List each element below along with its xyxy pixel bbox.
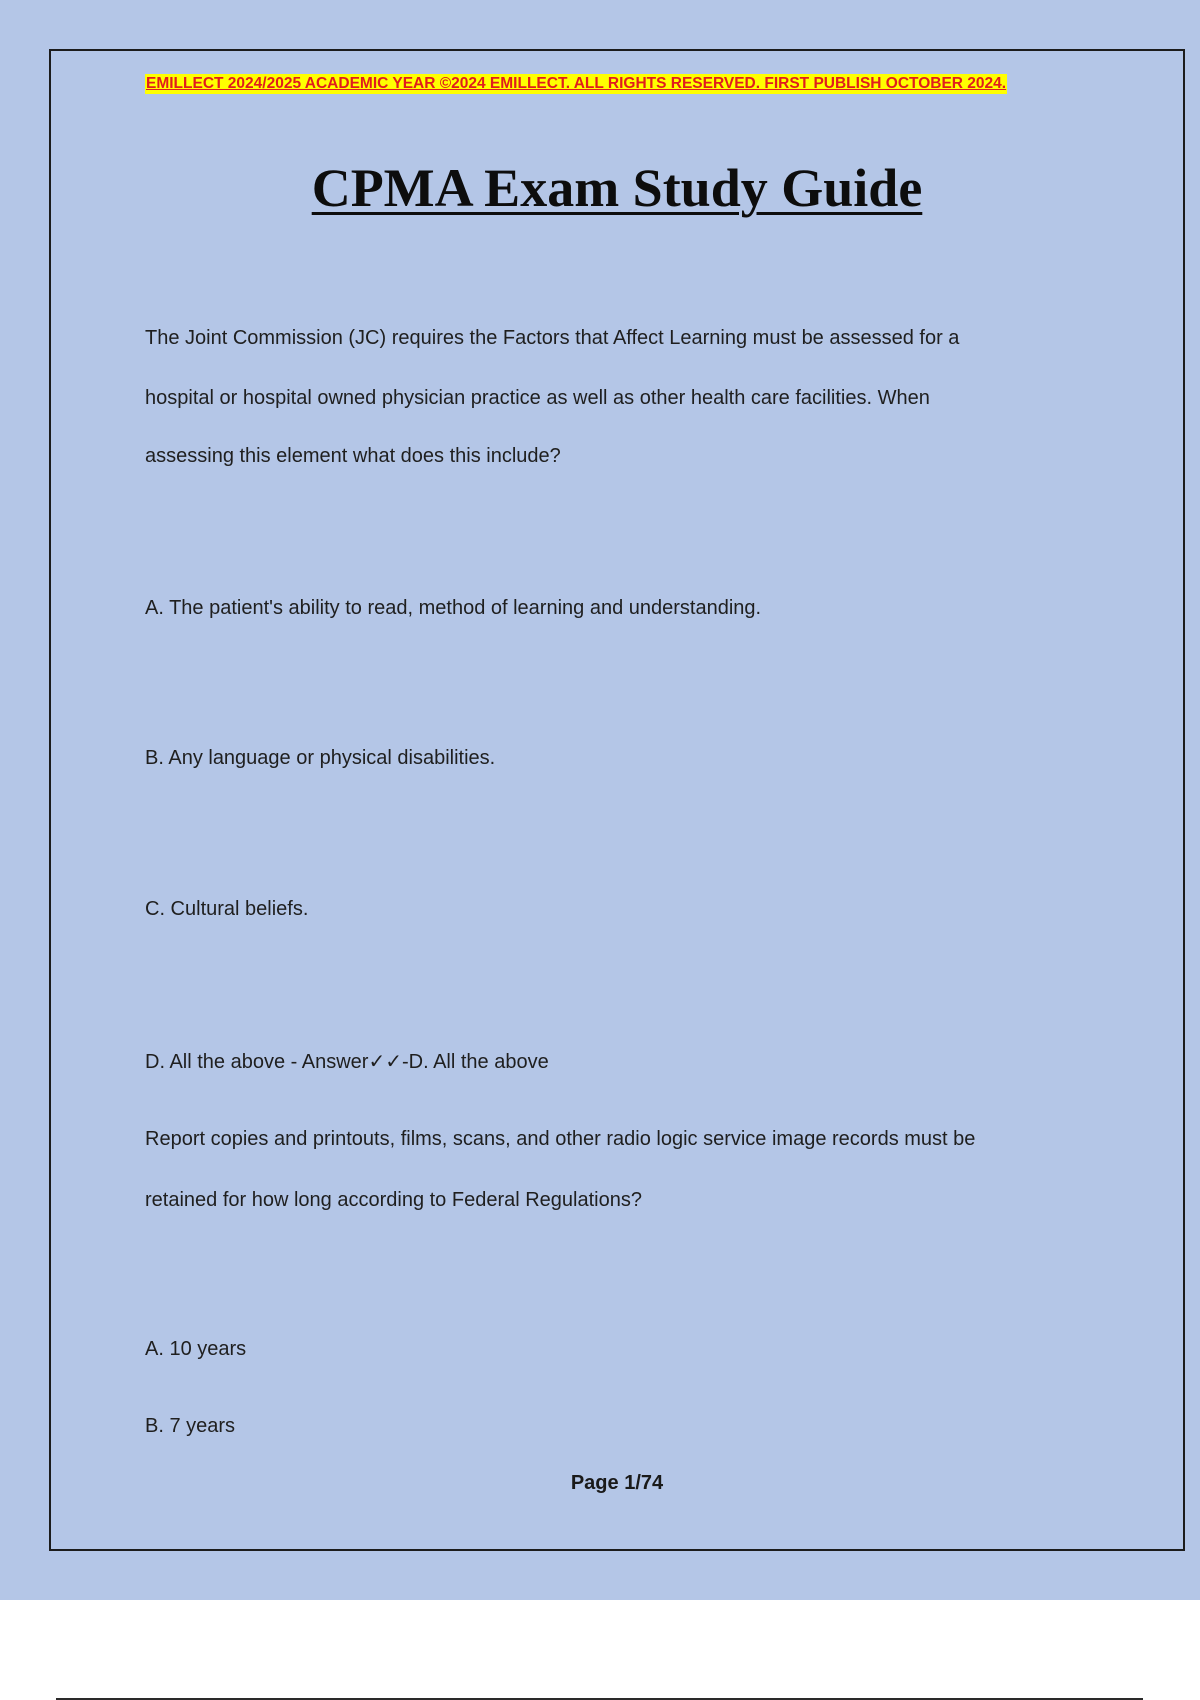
question-1-option-d-answer: D. All the above - Answer✓✓-D. All the above (145, 1051, 549, 1073)
question-1-option-c: C. Cultural beliefs. (145, 898, 309, 920)
question-1-line-2: hospital or hospital owned physician practice as well as other health care facilities. When (145, 387, 930, 409)
page-border (49, 49, 1185, 1551)
page-number: Page 1/74 (570, 1472, 664, 1494)
question-2-option-a: A. 10 years (145, 1338, 247, 1360)
question-1-option-a: A. The patient's ability to read, method of learning and understanding. (145, 597, 762, 619)
document-title: CPMA Exam Study Guide (311, 158, 923, 218)
question-2-line-2: retained for how long according to Federal Regulations? (145, 1189, 642, 1211)
question-2-line-1: Report copies and printouts, films, scans, and other radio logic service image records must be (145, 1128, 976, 1150)
question-1-line-1: The Joint Commission (JC) requires the Factors that Affect Learning must be assessed for a (145, 327, 960, 349)
copyright-banner: EMILLECT 2024/2025 ACADEMIC YEAR ©2024 EMILLECT. ALL RIGHTS RESERVED. FIRST PUBLISH OCTOBER 2024. (146, 75, 1007, 92)
question-2-option-b: B. 7 years (145, 1415, 236, 1437)
question-1-option-b: B. Any language or physical disabilities. (145, 747, 496, 769)
question-1-line-3: assessing this element what does this include? (145, 445, 561, 467)
